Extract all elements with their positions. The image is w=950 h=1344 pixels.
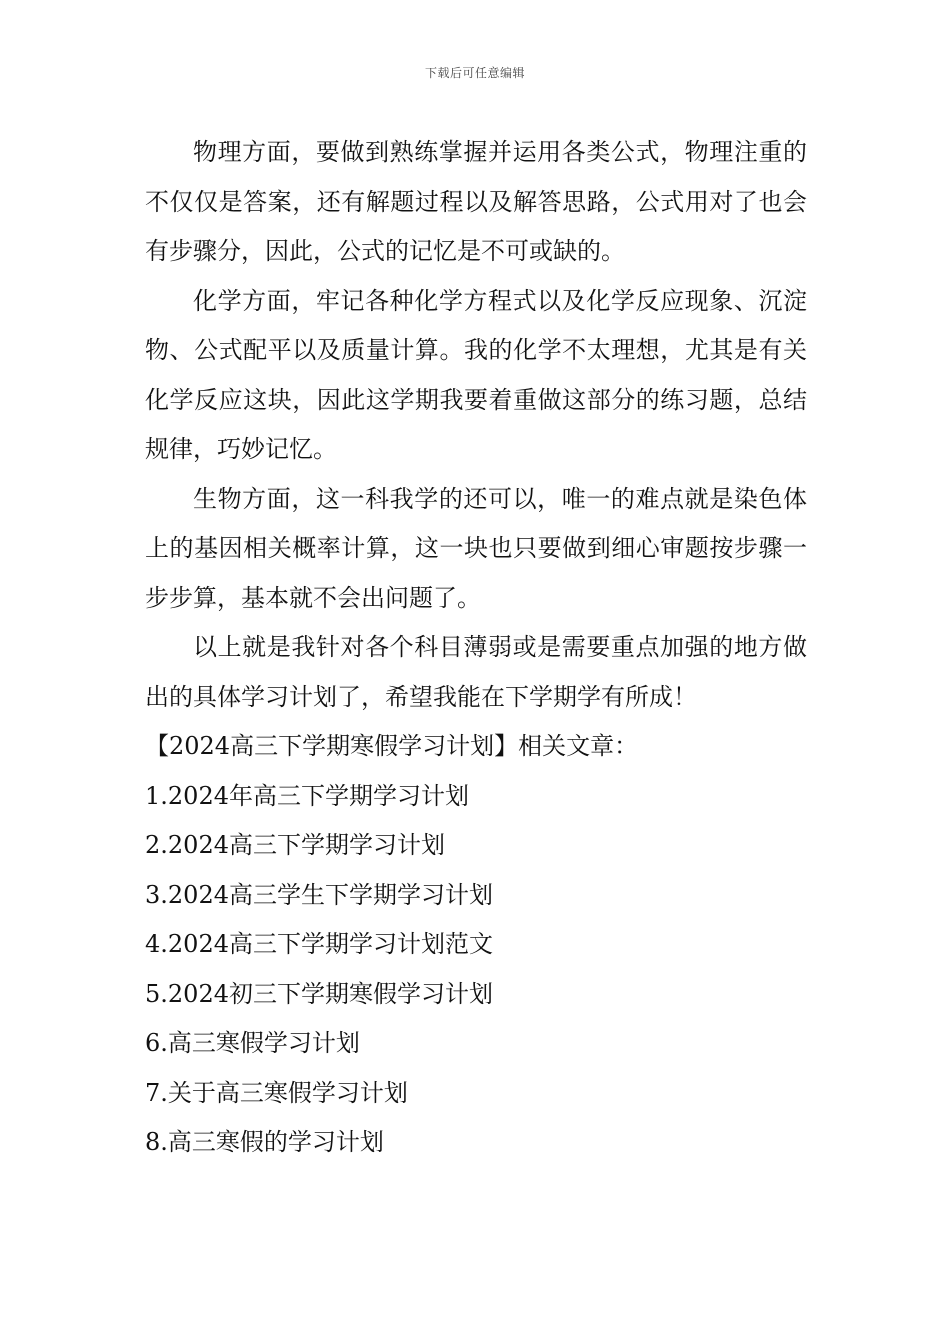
related-article-item[interactable]: 5.2024初三下学期寒假学习计划 (145, 979, 493, 1008)
related-article-item[interactable]: 8.高三寒假的学习计划 (145, 1128, 384, 1156)
paragraph-conclusion: 以上就是我针对各个科目薄弱或是需要重点加强的地方做出的具体学习计划了，希望我能在下学期学有所成！ (145, 633, 807, 711)
related-article-item[interactable]: 3.2024高三学生下学期学习计划 (145, 880, 493, 909)
related-articles-heading: 【2024高三下学期寒假学习计划】相关文章： (145, 732, 639, 760)
document-body (145, 128, 807, 1168)
related-article-item[interactable]: 1.2024年高三下学期学习计划 (145, 781, 469, 810)
related-article-item[interactable]: 6.高三寒假学习计划 (145, 1029, 360, 1057)
related-article-item[interactable]: 4.2024高三下学期学习计划范文 (145, 930, 493, 958)
related-article-item[interactable]: 7.关于高三寒假学习计划 (145, 1078, 408, 1107)
paragraph-chemistry: 化学方面，牢记各种化学方程式以及化学反应现象、沉淀物、公式配平以及质量计算。我的化学不太理想，尤其是有关化学反应这块，因此这学期我要着重做这部分的练习题，总结规律，巧妙记忆。 (145, 286, 807, 463)
paragraph-biology: 生物方面，这一科我学的还可以，唯一的难点就是染色体上的基因相关概率计算，这一块也只要做到细心审题按步骤一步步算，基本就不会出问题了。 (145, 484, 807, 612)
related-articles-list (145, 772, 807, 1168)
paragraph-physics: 物理方面，要做到熟练掌握并运用各类公式，物理注重的不仅仅是答案，还有解题过程以及解答思路，公式用对了也会有步骤分，因此，公式的记忆是不可或缺的。 (145, 138, 807, 265)
header-note: 下载后可任意编辑 (424, 66, 525, 80)
related-article-item[interactable]: 2.2024高三下学期学习计划 (145, 831, 445, 859)
